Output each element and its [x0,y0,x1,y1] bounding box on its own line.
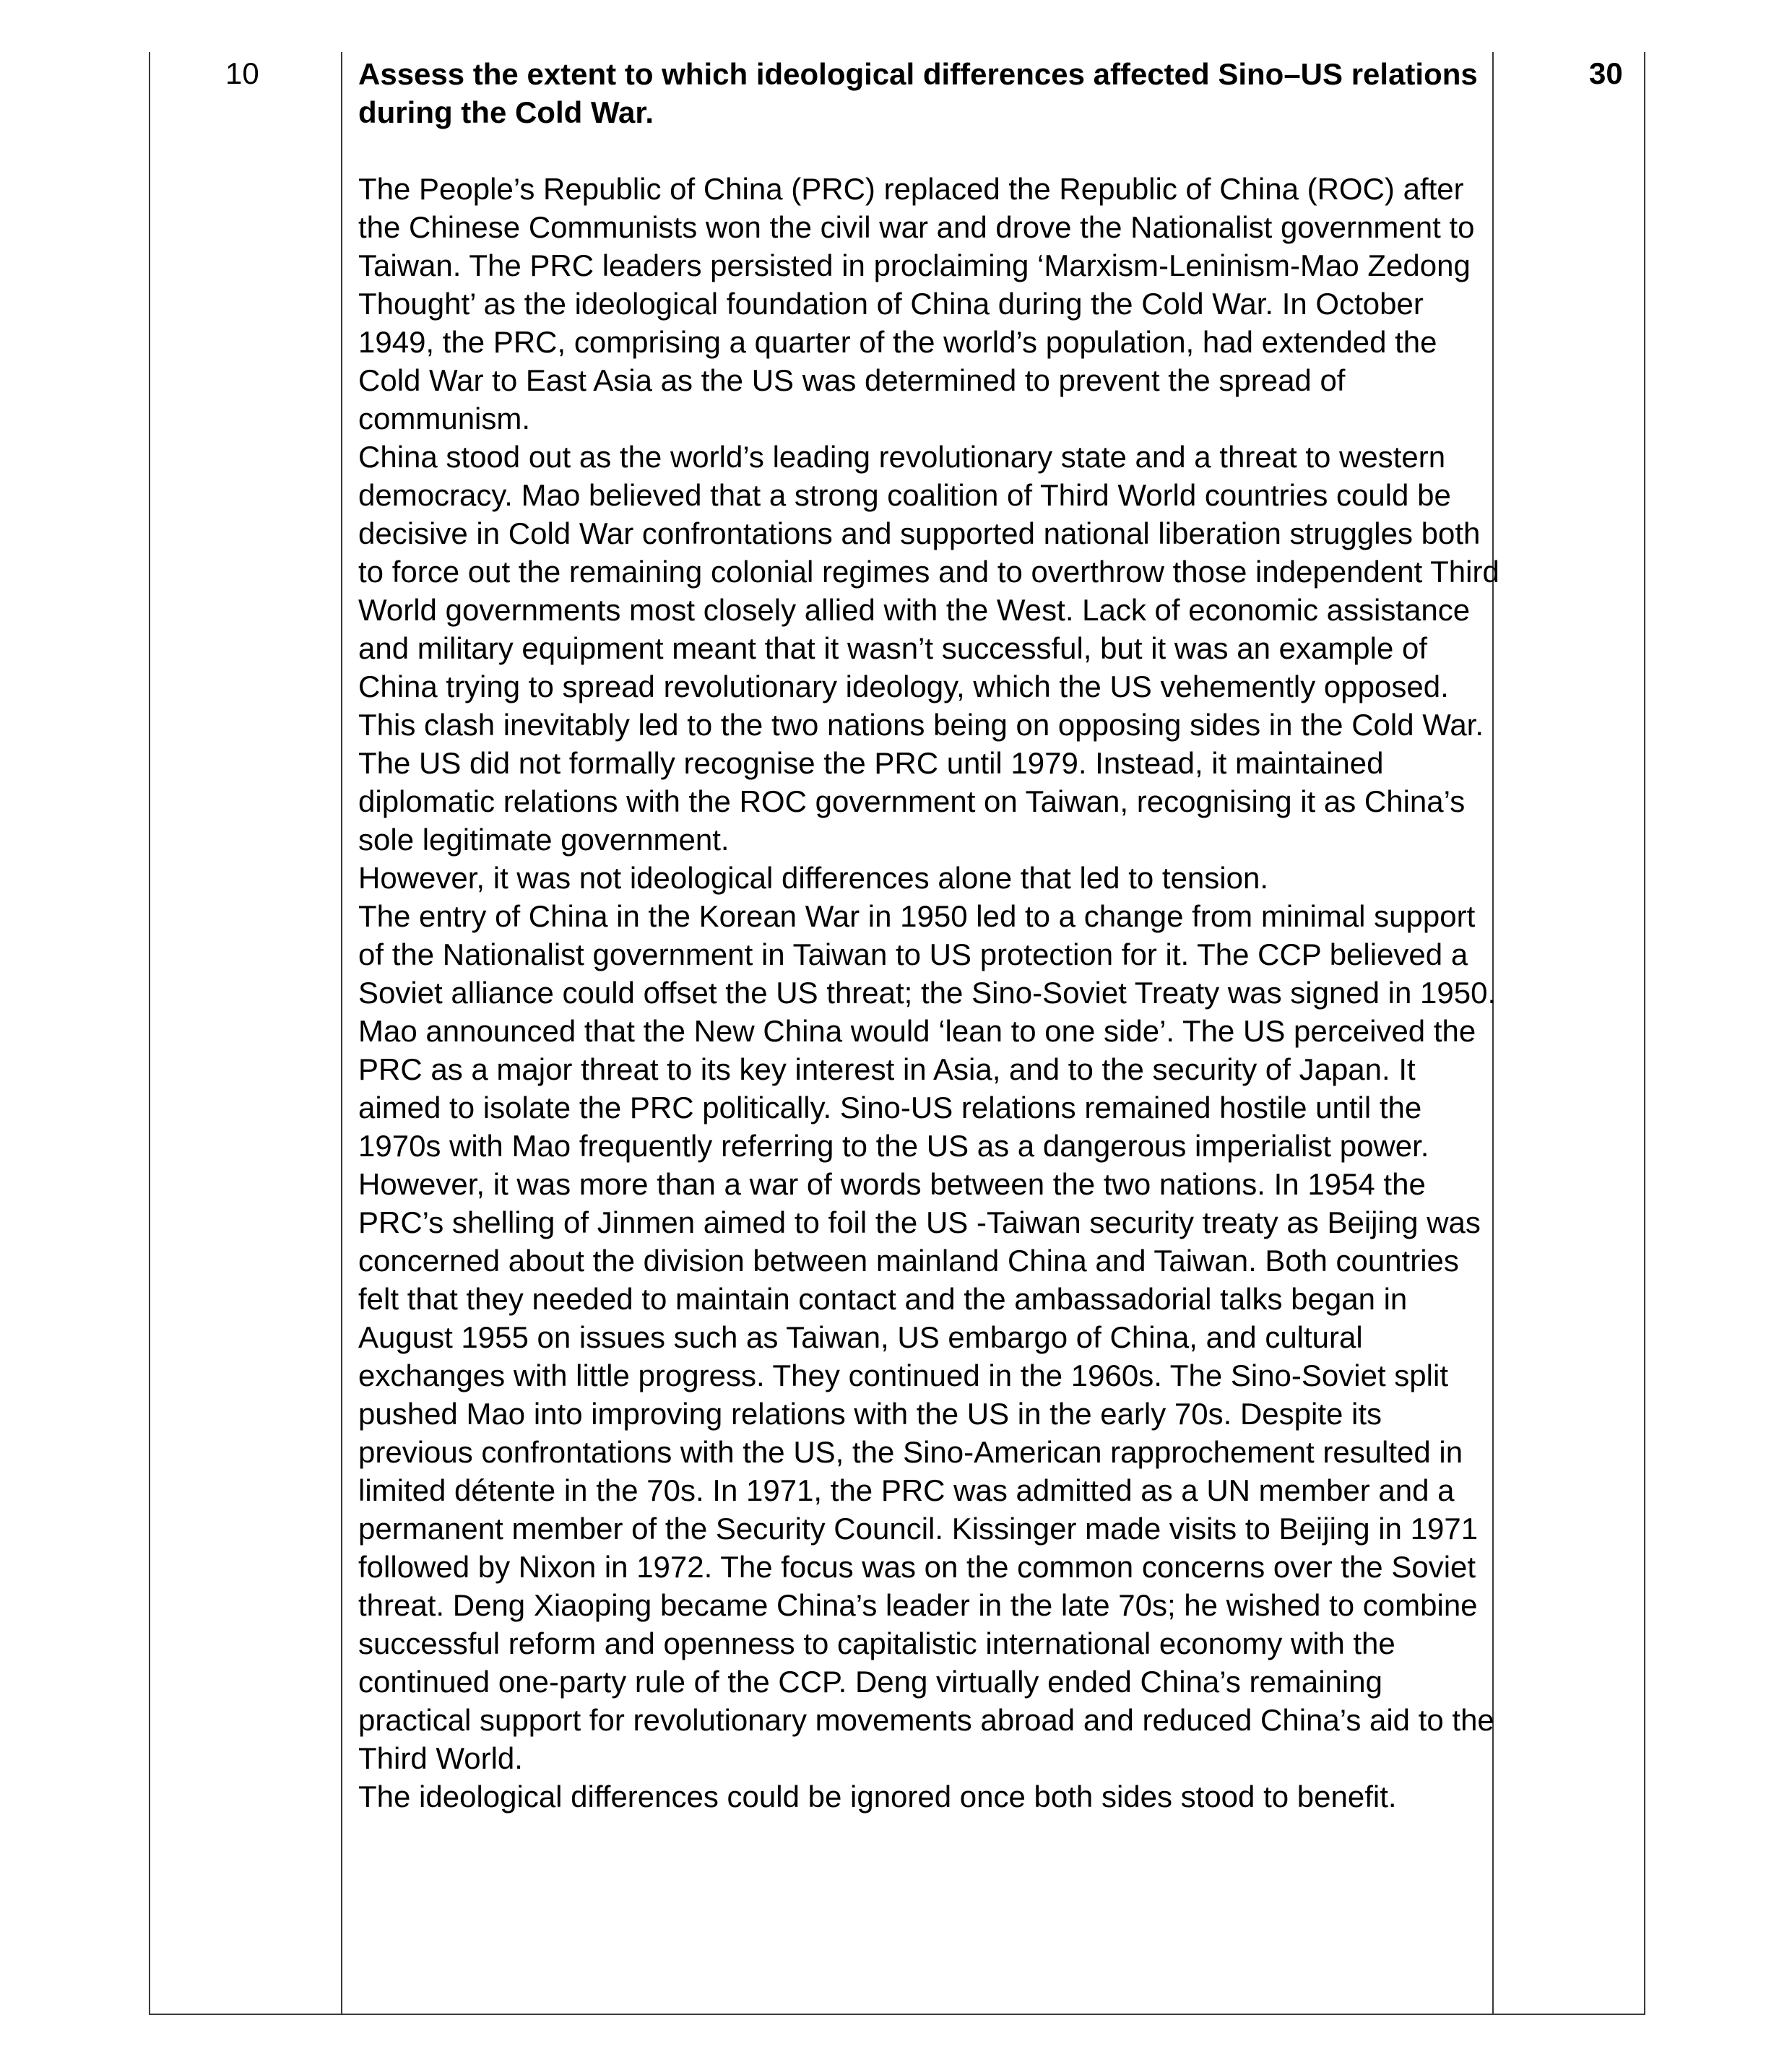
table-border-right [1644,52,1645,2015]
marks-value: 30 [1589,56,1623,90]
answer-paragraph: However, it was not ideological differences alone that led to tension. [358,861,1268,895]
question-number: 10 [225,56,259,90]
answer-cell [358,55,1499,1816]
answer-paragraph: This clash inevitably led to the two nations being on opposing sides in the Cold War. The US did not formally recognise the PRC until 1979. Instead, it maintained diplomatic relations with the ROC government on Taiwan, recognising it as China’s sole legitimate government. [358,708,1484,857]
answer-paragraph: The People’s Republic of China (PRC) replaced the Republic of China (ROC) after the Chinese Communists won the civil war and drove the Nationalist government to Taiwan. The PRC leaders persisted in proclaiming ‘Marxism-Leninism-Mao Zedong Thought’ as the ideological foundation of China during the Cold War. In October 1949, the PRC, comprising a quarter of the world’s population, had extended the Cold War to East Asia as the US was determined to prevent the spread of communism. [358,172,1475,436]
table-border-bottom [149,2014,1645,2015]
answer-paragraph: The ideological differences could be ignored once both sides stood to benefit. [358,1780,1397,1814]
table-border-left [149,52,150,2015]
answer-paragraph: The entry of China in the Korean War in 1950 led to a change from minimal support of the Nationalist government in Taiwan to US protection for it. The CCP believed a Soviet alliance could offset the US threat; the Sino-Soviet Treaty was signed in 1950. Mao announced that the New China would ‘lean to one side’. The US perceived the PRC as a major threat to its key interest in Asia, and to the security of Japan. It aimed to isolate the PRC politically. Sino-US relations remained hostile until the 1970s with Mao frequently referring to the US as a dangerous imperialist power. [358,899,1497,1163]
answer-paragraph: China stood out as the world’s leading revolutionary state and a threat to western democracy. Mao believed that a strong coalition of Third World countries could be decisive in Cold War confrontations and supported national liberation struggles both to force out the remaining colonial regimes and to overthrow those independent Third World governments most closely allied with the West. Lack of economic assistance and military equipment meant that it wasn’t successful, but it was an example of China trying to spread revolutionary ideology, which the US vehemently opposed. [358,440,1499,703]
question-text: Assess the extent to which ideological differences affected Sino–US relations during the Cold War. [358,57,1478,129]
answer-paragraph: However, it was more than a war of words between the two nations. In 1954 the PRC’s shelling of Jinmen aimed to foil the US -Taiwan security treaty as Beijing was concerned about the division between mainland China and Taiwan. Both countries felt that they needed to maintain contact and the ambassadorial talks began in August 1955 on issues such as Taiwan, US embargo of China, and cultural exchanges with little progress. They continued in the 1960s. The Sino-Soviet split pushed Mao into improving relations with the US in the early 70s. Despite its previous confrontations with the US, the Sino-American rapprochement resulted in limited détente in the 70s. In 1971, the PRC was admitted as a UN member and a permanent member of the Security Council. Kissinger made visits to Beijing in 1971 followed by Nixon in 1972. The focus was on the common concerns over the Soviet threat. Deng Xiaoping became China’s leader in the late 70s; he wished to combine successful reform and openness to capitalistic international economy with the continued one-party rule of the CCP. Deng virtually ended China’s remaining practical support for revolutionary movements abroad and reduced China’s aid to the Third World. [358,1167,1494,1775]
table-divider-question [341,52,342,2015]
